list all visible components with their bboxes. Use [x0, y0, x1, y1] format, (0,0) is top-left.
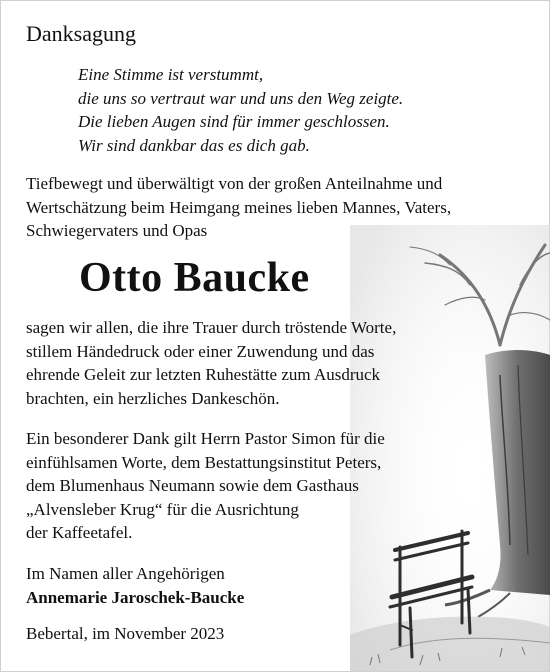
- special-thanks-line: Ein besonderer Dank gilt Herrn Pastor Simon für die: [26, 429, 385, 448]
- poem: [78, 63, 403, 157]
- thanks-line: brachten, ein herzliches Dankeschön.: [26, 388, 280, 408]
- intro-paragraph: [26, 172, 451, 243]
- special-thanks-paragraph: [26, 427, 385, 545]
- special-thanks-line: der Kaffeetafel.: [26, 523, 133, 542]
- thanks-line: stillem Händedruck oder einer Zuwendung und das: [26, 341, 375, 361]
- deceased-name: Otto Baucke: [79, 255, 310, 301]
- thanks-line: ehrende Geleit zur letzten Ruhestätte zum Ausdruck: [26, 365, 381, 384]
- intro-line: Schwiegervaters und Opas: [26, 221, 208, 240]
- poem-line: Die lieben Augen sind für immer geschlossen.: [78, 112, 390, 131]
- poem-line: Eine Stimme ist verstummt,: [78, 65, 264, 84]
- special-thanks-line: „Alvensleber Krug“ für die Ausrichtung: [26, 499, 299, 519]
- poem-line: die uns so vertraut war und uns den Weg zeigte.: [78, 88, 404, 108]
- signoff-line: Im Namen aller Angehörigen: [26, 564, 225, 583]
- intro-line: Tiefbewegt und überwältigt von der großen Anteilnahme und: [26, 174, 443, 193]
- special-thanks-line: einfühlsamen Worte, dem Bestattungsinstitut Peters,: [26, 452, 382, 472]
- signer-name: Annemarie Jaroschek-Baucke: [26, 587, 245, 607]
- place-and-date: Bebertal, im November 2023: [26, 624, 225, 643]
- thanks-line: sagen wir allen, die ihre Trauer durch tröstende Worte,: [26, 318, 397, 337]
- notice-heading: Danksagung: [26, 21, 136, 46]
- intro-line: Wertschätzung beim Heimgang meines lieben Mannes, Vaters,: [26, 197, 452, 217]
- poem-line: Wir sind dankbar das es dich gab.: [78, 135, 310, 155]
- thanks-paragraph: [26, 316, 396, 410]
- special-thanks-line: dem Blumenhaus Neumann sowie dem Gasthaus: [26, 476, 359, 495]
- signoff: [26, 562, 244, 609]
